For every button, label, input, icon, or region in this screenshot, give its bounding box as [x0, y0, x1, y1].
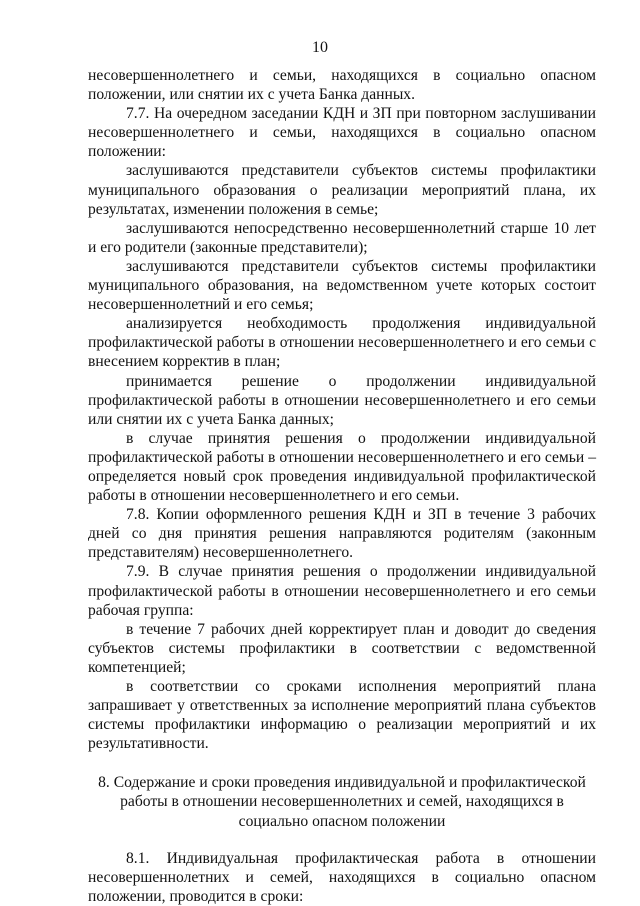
paragraph-7-7-item-2: заслушиваются непосредственно несовершеннолетний старше 10 лет и его родители (законные представители);: [88, 219, 596, 256]
paragraph-7-9-item-1: в течение 7 рабочих дней корректирует план и доводит до сведения субъектов системы профилактики в соответствии с ведомственной компетенцией;: [88, 620, 596, 676]
paragraph-7-7-item-5: принимается решение о продолжении индивидуальной профилактической работы в отношении несовершеннолетнего и его семьи или снятии их с учета Банка данных;: [88, 372, 596, 428]
document-body: [88, 66, 596, 906]
paragraph-7-7-item-3: заслушиваются представители субъектов системы профилактики муниципального образования, на ведомственном учете которых состоит несовершеннолетний и его семья;: [88, 257, 596, 314]
paragraph-7-9: 7.9. В случае принятия решения о продолжении индивидуальной профилактической работы в отношении несовершеннолетнего и его семьи рабочая группа:: [88, 563, 596, 619]
page-number: 10: [312, 39, 328, 56]
paragraph-7-7: 7.7. На очередном заседании КДН и ЗП при повторном заслушивании несовершеннолетнего и семьи, находящихся в социально опасном положении:: [88, 105, 596, 161]
paragraph-continuation: несовершеннолетнего и семьи, находящихся в социально опасном положении, или снятии их с учета Банка данных.: [88, 67, 596, 104]
paragraph-7-8: 7.8. Копии оформленного решения КДН и ЗП в течение 3 рабочих дней со дня принятия решения направляются родителям (законным представителям) несовершеннолетнего.: [88, 506, 596, 562]
paragraph-7-7-item-1: заслушиваются представители субъектов системы профилактики муниципального образования о реализации мероприятий плана, их результатах, изменении положения в семье;: [88, 162, 596, 218]
paragraph-8-1: 8.1. Индивидуальная профилактическая работа в отношении несовершеннолетних и семей, находящихся в социально опасном положении, проводится в сроки:: [88, 849, 596, 905]
section-heading: 8. Содержание и сроки проведения индивидуальной и профилактической работы в отношении несовершеннолетних и семей, находящихся в социально опасном положении: [98, 774, 586, 830]
paragraph-7-9-item-2: в соответствии со сроками исполнения мероприятий плана запрашивает у ответственных за исполнение мероприятий плана субъектов системы профилактики информацию о реализации мероприятий и их результативности.: [88, 678, 596, 753]
paragraph-7-7-item-6: в случае принятия решения о продолжении индивидуальной профилактической работы в отношении несовершеннолетнего и его семьи – определяется новый срок проведения индивидуальной профилактической работы в отношении несовершеннолетнего и его семьи.: [88, 429, 596, 505]
paragraph-7-7-item-4: анализируется необходимость продолжения индивидуальной профилактической работы в отношении несовершеннолетнего и его семьи с внесением корректив в план;: [88, 315, 596, 371]
